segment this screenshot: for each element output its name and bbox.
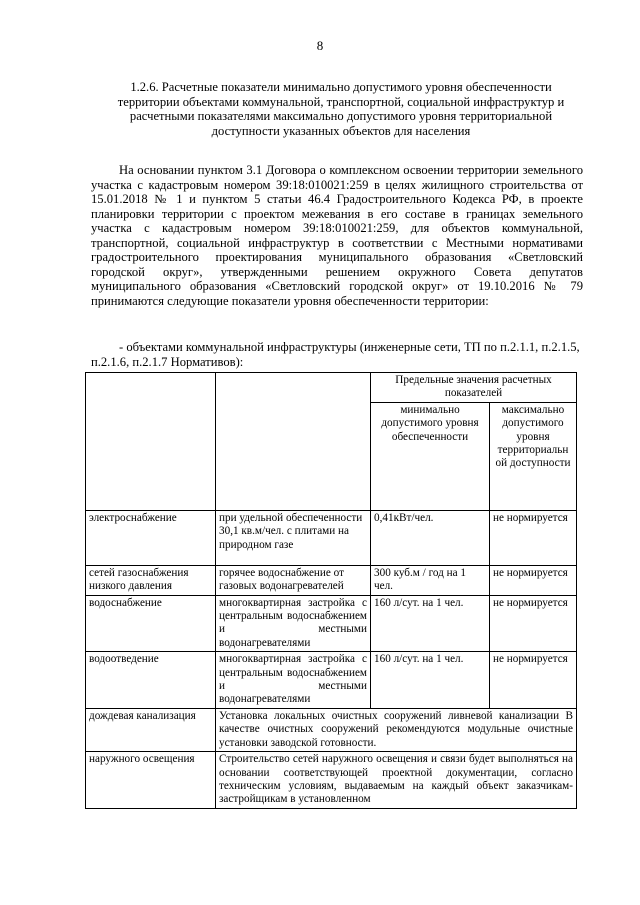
header-group-cell: Предельные значения расчетных показателей	[371, 373, 577, 403]
header-max-cell: максимально допустимого уровня территориальн ой доступности	[490, 402, 577, 510]
row-name-cell: электроснабжение	[86, 510, 216, 565]
row-name-cell: дождевая канализация	[86, 708, 216, 751]
table-row	[86, 510, 577, 565]
row-condition-cell: при удельной обеспеченности 30,1 кв.м/чел. с плитами на природном газе	[216, 510, 371, 565]
row-name-cell: сетей газоснабжения низкого давления	[86, 565, 216, 595]
row-name-cell: водоотведение	[86, 652, 216, 709]
row-merged-text-cell: Установка локальных очистных сооружений ливневой канализации В качестве очистных сооружений рекомендуются модульные очистные установки заводской готовности.	[216, 708, 577, 751]
row-name-cell: наружного освещения	[86, 752, 216, 809]
row-merged-text-cell: Строительство сетей наружного освещения и связи будет выполняться на основании соответствующей проектной документации, согласно техническим условиям, выдаваемым на каждый объект заказчикам-застройщикам в установленном	[216, 752, 577, 809]
table-row	[86, 595, 577, 652]
header-min-cell: минимально допустимого уровня обеспеченности	[371, 402, 490, 510]
section-heading: 1.2.6. Расчетные показатели минимально допустимого уровня обеспеченности территории объектами коммунальной, транспортной, социальной инфраструктур и расчетными показателями максимально допустимого уровня территориальной доступности указанных объектов для населения	[117, 80, 565, 138]
indicators-table	[85, 372, 577, 809]
row-condition-cell: горячее водоснабжение от газовых водонагревателей	[216, 565, 371, 595]
row-max-cell: не нормируется	[490, 510, 577, 565]
table-row	[86, 652, 577, 709]
row-min-cell: 300 куб.м / год на 1 чел.	[371, 565, 490, 595]
table-header-row	[86, 373, 577, 403]
row-name-cell: водоснабжение	[86, 595, 216, 652]
row-max-cell: не нормируется	[490, 652, 577, 709]
row-max-cell: не нормируется	[490, 595, 577, 652]
header-empty-cell	[86, 373, 216, 511]
header-empty-cell	[216, 373, 371, 511]
body-paragraph: На основании пунктом 3.1 Договора о комплексном освоении территории земельного участка с кадастровым номером 39:18:010021:259 в целях жилищного строительства от 15.01.2018 № 1 и пунктом 5 статьи 46.4 Градостроительного Кодекса РФ, в проекте планировки территории с проектом межевания в его составе в границах земельного участка с кадастровым номером 39:18:010021:259, для объектов коммунальной, транспортной, социальной инфраструктур в соответствии с Местными нормативами градостроительного проектирования муниципального образования «Светловский городской округ», утвержденными решением окружного Совета депутатов муниципального образования «Светловский городской округ» от 19.10.2016 № 79 принимаются следующие показатели уровня обеспеченности территории:	[91, 163, 583, 308]
row-max-cell: не нормируется	[490, 565, 577, 595]
row-min-cell: 160 л/сут. на 1 чел.	[371, 652, 490, 709]
row-condition-cell: многоквартирная застройка с центральным водоснабжением и местными водонагревателями	[216, 595, 371, 652]
row-condition-cell: многоквартирная застройка с центральным водоснабжением и местными водонагревателями	[216, 652, 371, 709]
bullet-item: - объектами коммунальной инфраструктуры (инженерные сети, ТП по п.2.1.1, п.2.1.5, п.2.1.6, п.2.1.7 Нормативов):	[91, 340, 580, 369]
table-row	[86, 708, 577, 751]
table-row	[86, 565, 577, 595]
row-min-cell: 0,41кВт/чел.	[371, 510, 490, 565]
table-row	[86, 752, 577, 809]
page-number: 8	[316, 38, 324, 53]
row-min-cell: 160 л/сут. на 1 чел.	[371, 595, 490, 652]
